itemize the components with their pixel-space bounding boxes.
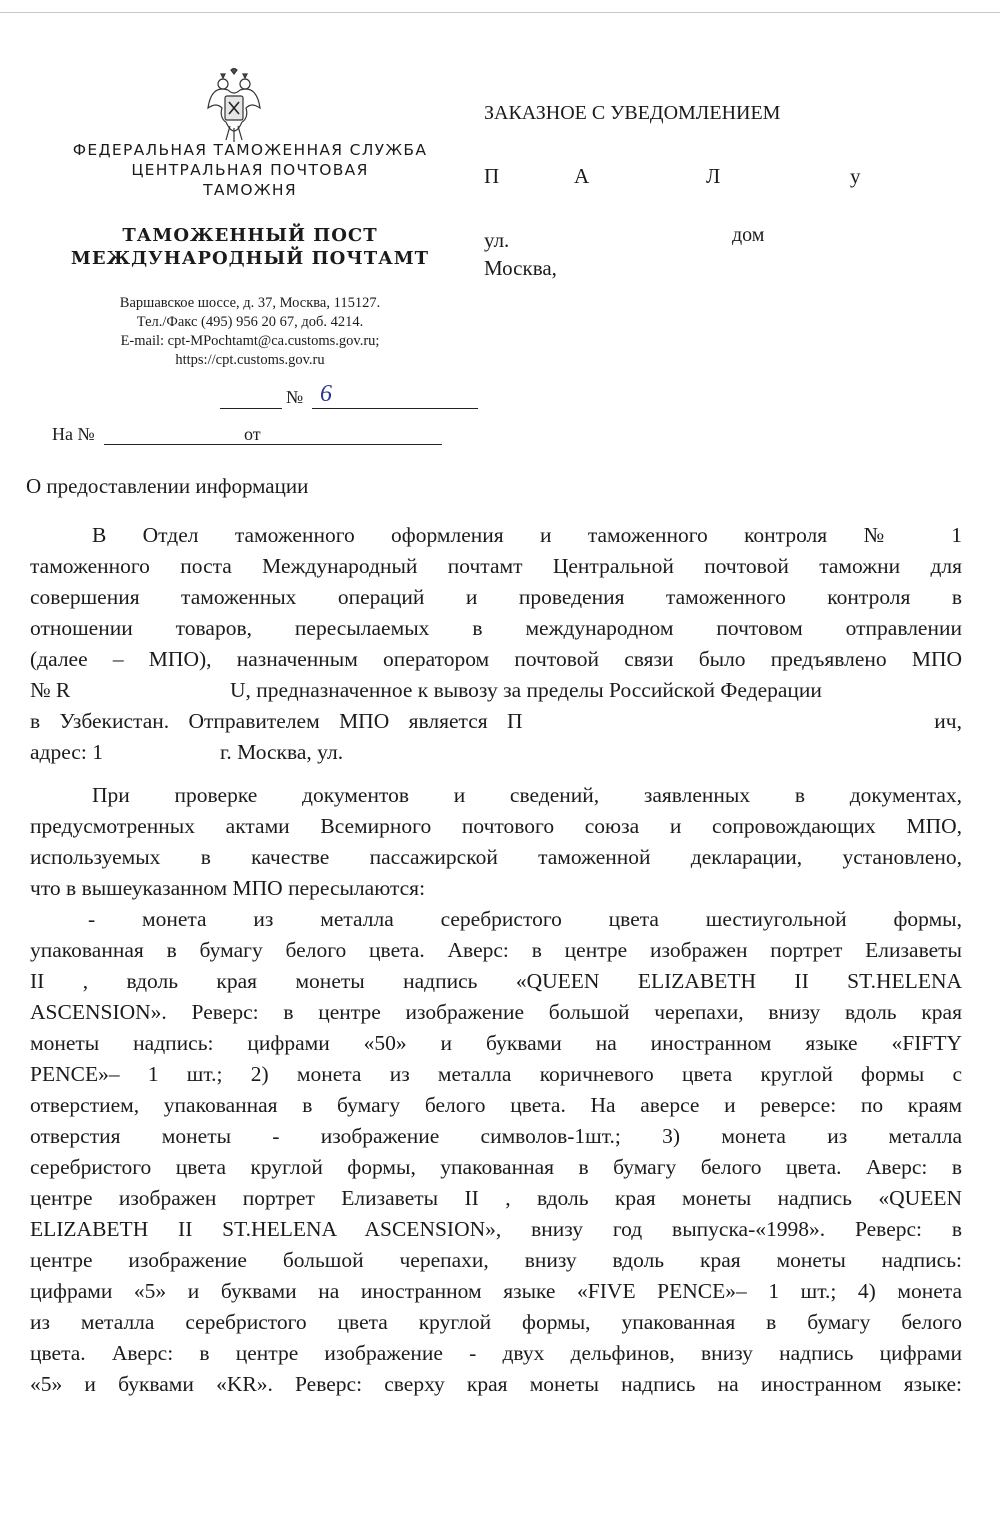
body-line: совершения таможенных операций и проведения таможенного контроля в: [30, 585, 962, 609]
mpo-number-suffix: U, предназначенное к вывозу за пределы Российской Федерации: [230, 678, 822, 702]
recipient-name-part3: Л: [706, 164, 721, 188]
mpo-number-line: [30, 675, 962, 706]
body-line: что в вышеуказанном МПО пересылаются:: [30, 876, 426, 900]
recipient-name-part1: П: [484, 164, 500, 188]
body-line: используемых в качестве пассажирской таможенной декларации, установлено,: [30, 845, 962, 869]
body-line: цвета. Аверс: в центре изображение - двух дельфинов, внизу надпись цифрами: [30, 1341, 962, 1365]
reference-number-label: На №: [52, 424, 95, 444]
sender-address-line: [30, 737, 962, 768]
paragraph-1: [30, 520, 962, 768]
reference-line: [52, 424, 452, 448]
body-line: центре изображение большой черепахи, внизу вдоль края монеты надпись:: [30, 1248, 962, 1272]
sender-start: в Узбекистан. Отправителем МПО является П: [30, 709, 523, 733]
letterhead: [40, 140, 460, 370]
agency-name: ФЕДЕРАЛЬНАЯ ТАМОЖЕННАЯ СЛУЖБА: [72, 141, 428, 159]
letter-subject: О предоставлении информации: [26, 474, 309, 498]
date-underline: [220, 408, 282, 409]
body-line: II , вдоль края монеты надпись «QUEEN ELIZABETH II ST.HELENA: [30, 969, 962, 993]
department-name-line2: ТАМОЖНЯ: [203, 181, 297, 199]
reference-number-underline: [104, 444, 294, 445]
contact-details: [40, 294, 460, 370]
body-line: - монета из металла серебристого цвета шестиугольной формы,: [88, 907, 962, 931]
body-line: предусмотренных актами Всемирного почтового союза и сопровождающих МПО,: [30, 814, 962, 838]
sender-end: ич,: [934, 709, 962, 733]
recipient-name-part4: у: [850, 164, 861, 188]
body-line: отношении товаров, пересылаемых в международном почтовом отправлении: [30, 616, 962, 640]
sender-address-start: адрес: 1: [30, 740, 103, 764]
recipient-name-part2: А: [574, 164, 590, 188]
number-sign: №: [286, 387, 304, 407]
body-line: ASCENSION». Реверс: в центре изображение большой черепахи, внизу вдоль края: [30, 1000, 962, 1024]
letter-body: [30, 520, 962, 1400]
delivery-mark: ЗАКАЗНОЕ С УВЕДОМЛЕНИЕМ: [484, 102, 781, 124]
body-line: центре изображен портрет Елизаветы II , вдоль края монеты надпись «QUEEN: [30, 1186, 962, 1210]
reference-date-underline: [270, 444, 442, 445]
sender-line: [30, 706, 962, 737]
body-line: «5» и буквами «KR». Реверс: сверху края монеты надпись на иностранном языке:: [30, 1372, 962, 1396]
email-address: E-mail: cpt-MPochtamt@ca.customs.gov.ru;: [120, 333, 380, 349]
recipient-city: Москва,: [484, 256, 557, 280]
handwritten-number: 6: [320, 381, 332, 407]
body-line: (далее – МПО), назначенным оператором почтовой связи было предъявлено МПО: [30, 647, 962, 671]
body-line: серебристого цвета круглой формы, упакованная в бумагу белого цвета. Аверс: в: [30, 1155, 962, 1179]
number-underline: [312, 408, 478, 409]
outgoing-number-line: [42, 381, 472, 412]
recipient-street-prefix: ул.: [484, 228, 510, 252]
body-line: упакованная в бумагу белого цвета. Аверс: в центре изображен портрет Елизаветы: [30, 938, 962, 962]
customs-post-title: [40, 224, 460, 270]
redacted-date: [42, 384, 220, 412]
recipient-house-label: дом: [732, 224, 765, 246]
customs-post-title-line2: МЕЖДУНАРОДНЫЙ ПОЧТАМТ: [70, 248, 430, 269]
body-line: отверстия монеты - изображение символов-1шт.; 3) монета из металла: [30, 1124, 962, 1148]
body-line: таможенного поста Международный почтамт Центральной почтовой таможни для: [30, 554, 962, 578]
body-line: В Отдел таможенного оформления и таможенного контроля № 1: [92, 523, 962, 547]
page-top-edge: [0, 12, 1000, 13]
paragraph-2: [30, 780, 962, 904]
body-line: При проверке документов и сведений, заявленных в документах,: [92, 783, 962, 807]
body-line: ELIZABETH II ST.HELENA ASCENSION», внизу год выпуска-«1998». Реверс: в: [30, 1217, 962, 1241]
sender-address-city: г. Москва, ул.: [220, 740, 344, 764]
reference-date-label: от: [244, 424, 261, 444]
mpo-number-prefix: № R: [30, 678, 71, 702]
double-headed-eagle-emblem-icon: [206, 68, 262, 144]
phone-fax: Тел./Факс (495) 956 20 67, доб. 4214.: [136, 314, 364, 330]
customs-post-title-line1: ТАМОЖЕННЫЙ ПОСТ: [122, 225, 378, 246]
body-line: PENCE»– 1 шт.; 2) монета из металла коричневого цвета круглой формы с: [30, 1062, 962, 1086]
postal-address: Варшавское шоссе, д. 37, Москва, 115127.: [119, 295, 381, 311]
paragraph-3-item-list: [30, 904, 962, 1400]
body-line: из металла серебристого цвета круглой формы, упакованная в бумагу белого: [30, 1310, 962, 1334]
body-line: цифрами «5» и буквами на иностранном языке «FIVE PENCE»– 1 шт.; 4) монета: [30, 1279, 962, 1303]
body-line: отверстием, упакованная в бумагу белого цвета. На аверсе и реверсе: по краям: [30, 1093, 962, 1117]
body-line: монеты надпись: цифрами «50» и буквами на иностранном языке «FIFTY: [30, 1031, 962, 1055]
department-name-line1: ЦЕНТРАЛЬНАЯ ПОЧТОВАЯ: [131, 161, 369, 179]
website-url: https://cpt.customs.gov.ru: [175, 352, 325, 368]
